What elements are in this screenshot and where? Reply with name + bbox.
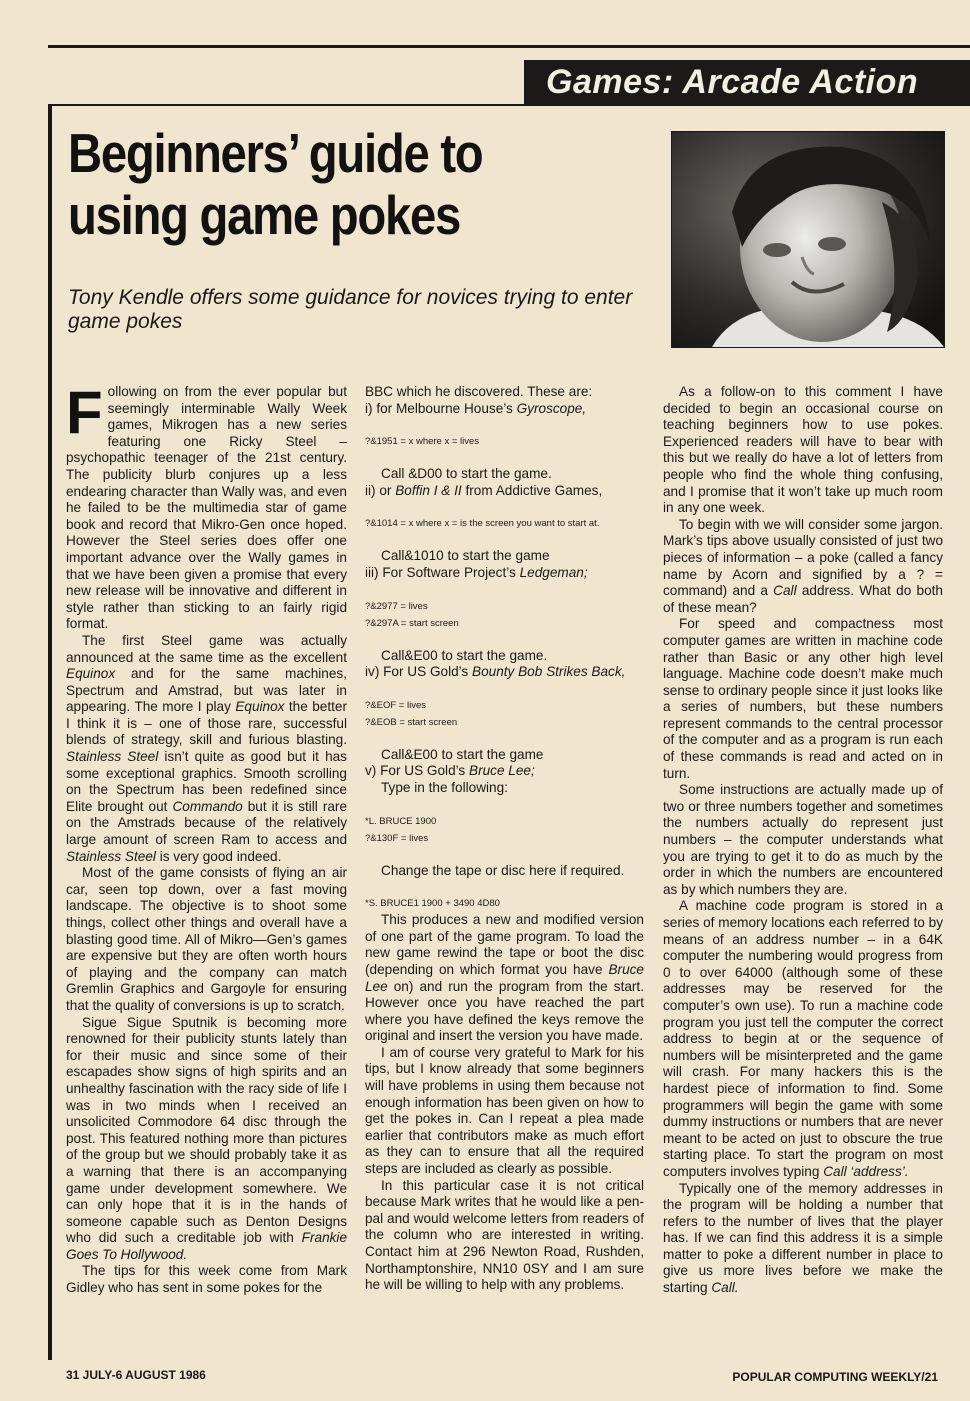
footer-page: POPULAR COMPUTING WEEKLY/21 [732, 1370, 938, 1384]
banner-rule [48, 104, 970, 106]
column-1 [66, 379, 347, 1297]
author-photo [671, 131, 945, 348]
paragraph: Following on from the ever popular but seemingly interminable Wally Week games, Mikrogen has a new series featuring one Ricky Steel – psychopathic teenager of the 21st century. The publicity blurb conjures up a less endearing character than Wally was, and even he failed to be the multimedia star of game book and record that Mikro-Gen once hoped. However the Steel series does offer one important advance over the Wally games in that we have been given a promise that every new release will be innovative and different in style rather than sticking to an fairly rigid format. [66, 379, 347, 632]
code-line: *L. BRUCE 1900 [365, 815, 437, 827]
paragraph: Most of the game consists of flying an air car, seen top down, over a fast moving landscape. The objective is to shoot some things, collect other things and overall have a blasting good time. All of Mikro—Gen’s games are expensive but they are often worth hours of playing and the company can match Gremlin Graphics and Gargoyle for ensuring that the quality of conversions is up to scratch. [66, 865, 347, 1013]
paragraph: The tips for this week come from Mark Gidley who has sent in some pokes for the [66, 1263, 347, 1296]
list-item: ii) or Boffin I & II from Addictive Games, [365, 482, 603, 498]
code-line: ?&297A = start screen [365, 617, 459, 629]
code-instruction: Change the tape or disc here if required. [381, 862, 625, 878]
paragraph: The first Steel game was actually announced at the same time as the excellent Equinox and for the same machines, Spectrum and Amstrad, but was later in appearing. The more I play Equinox the better I think it is – one of those rare, successful blends of strategy, skill and furious blasting. Stainless Steel isn’t quite as good but it has some exceptional graphics. Smooth scrolling on the Spectrum has been redefined since Elite brought out Commando but it is still rare on the Amstrads because of the relatively large amount of screen Ram to access and Stainless Steel is very good indeed. [66, 632, 347, 864]
list-item: v) For US Gold’s Bruce Lee; [365, 763, 535, 779]
list-item: i) for Melbourne House’s Gyroscope, [365, 400, 587, 416]
paragraph: To begin with we will consider some jargon. Mark’s tips above usually consisted of just two pieces of information – a poke (called a fancy name by Acorn and signified by a ? = command) and a Call address. What do both of these mean? [663, 516, 943, 615]
left-border-bar [48, 104, 52, 1360]
paragraph: Sigue Sigue Sputnik is becoming more renowned for their publicity stunts lately than for their music and since some of their escapades show signs of high spirits and an unhealthy fascination with the racy side of life I was in two minds when I received an unsolicited Commodore 64 disc through the post. This featured nothing more than pictures of the group but we should probably take it as a warning that there is an accompanying game under development somewhere. We can only hope that it is in the hands of someone capable such as Denton Designs who did such a creditable job with Frankie Goes To Hollywood. [66, 1014, 347, 1262]
code-line: ?&130F = lives [365, 832, 429, 844]
paragraph: For speed and compactness most computer games are written in machine code rather than Basic or any other high level language. Machine code doesn’t make much sense to ordinary people since it just looks like a series of numbers, but these numbers represent commands to the central processor of the computer and as a program is run each of these commands is read and acted on in turn. [663, 616, 943, 781]
column-3 [663, 384, 943, 1297]
list-item: iii) For Software Project’s Ledgeman; [365, 564, 588, 580]
code-line: ?&2977 = lives [365, 600, 428, 612]
footer-date: 31 JULY-6 AUGUST 1986 [66, 1368, 206, 1382]
code-instruction: Call&E00 to start the game [381, 746, 544, 762]
code-line: ?&EOF = lives [365, 699, 426, 711]
paragraph: Some instructions are actually made up of two or three numbers together and sometimes the numbers actually do represent just numbers – the computer understands what you are trying to get it to do as much by the order in which the numbers are encountered as by which numbers they are. [663, 782, 943, 897]
section-banner: Games: Arcade Action [524, 60, 970, 105]
standfirst: Tony Kendle offers some guidance for novices trying to enter game pokes [68, 286, 633, 333]
list-item: iv) For US Gold’s Bounty Bob Strikes Back, [365, 664, 626, 680]
code-line: *S. BRUCE1 1900 + 3490 4D80 [365, 898, 500, 910]
code-instruction: Call&E00 to start the game. [381, 647, 548, 663]
headline: Beginners’ guide to using game pokes [68, 122, 483, 246]
code-instruction: Call &D00 to start the game. [381, 466, 552, 482]
code-line: ?&1951 = x where x = lives [365, 436, 480, 448]
paragraph: This produces a new and modified version of one part of the game program. To load the new game rewind the tape or boot the disc (depending on which format you have Bruce Lee on) and run the program from the start. However once you have reached the part where you have defined the keys remove the original and insert the version you have made. [365, 912, 644, 1044]
top-rule [48, 45, 970, 48]
paragraph: Typically one of the memory addresses in the program will be holding a number that refers to the number of lives that the player has. If we can find this address it is a simple matter to poke a different number in place to give us more lives before we make the starting Call. [663, 1180, 943, 1296]
code-instruction: Call&1010 to start the game [381, 548, 550, 564]
paragraph: In this particular case it is not critical because Mark writes that he would like a pen-pal and would welcome letters from readers of the column who are interested in writing. Contact him at 296 Newton Road, Rushden, Northamptonshire, NN10 0SY and I am sure he will be willing to help with any problems. [365, 1177, 644, 1293]
portrait-image [672, 132, 944, 347]
code-line: ?&1014 = x where x = is the screen you want to start at. [365, 518, 600, 530]
paragraph: A machine code program is stored in a series of memory locations each referred to by means of an address number – in a 64K computer the numbering would progress from 0 to over 64000 (although some of these addresses may be reserved for the computer’s own use). To run a machine code program you just tell the computer the correct address to begin at or the sequence of numbers will be misinterpreted and the game will crash. For many hackers this is the hardest piece of information to find. Some programmers will begin the game with some dummy instructions or numbers that are never meant to be acted on just to obscure the true starting place. To start the program on most computers involves typing Call ‘address’. [663, 898, 943, 1179]
paragraph: As a follow-on to this comment I have decided to begin an occasional course on teaching beginners how to use pokes. Experienced readers will have to bear with this but we really do have a lot of letters from people who find the whole thing confusing, and I promise that it won’t take up much room in any one week. [663, 384, 943, 516]
paragraph: I am of course very grateful to Mark for his tips, but I know already that some beginners will have problems in using them because not enough information has been given on how to get the pokes in. Can I repeat a plea made earlier that contributors make as much effort as they can to ensure that all the required steps are included as clearly as possible. [365, 1044, 644, 1177]
column-2 [365, 384, 644, 1294]
code-instruction: Type in the following: [381, 779, 508, 795]
code-line: ?&EOB = start screen [365, 716, 458, 728]
drop-cap: F [66, 379, 103, 446]
paragraph: BBC which he discovered. These are: [365, 384, 593, 399]
